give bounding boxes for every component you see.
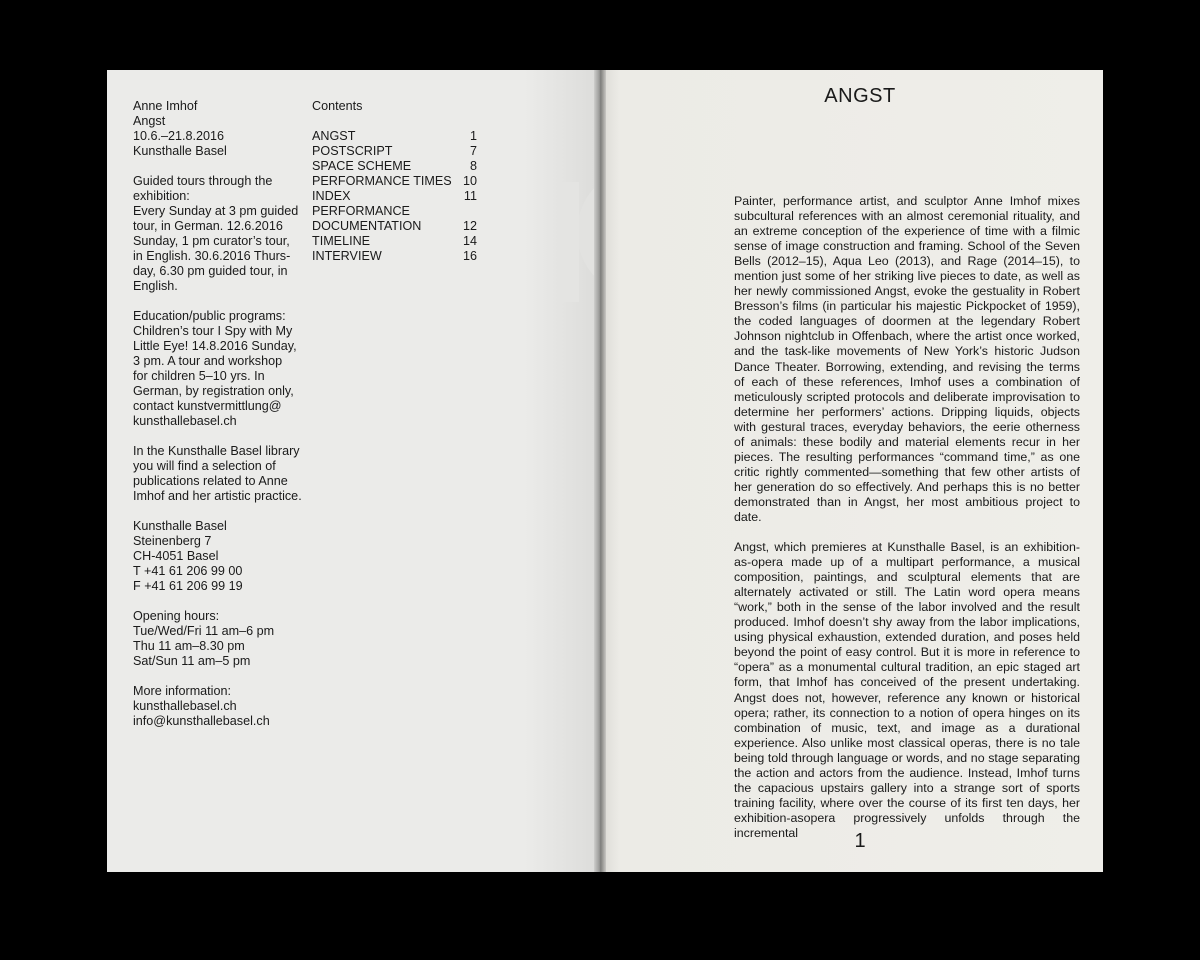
toc-entry: [312, 129, 477, 144]
info-line: Sunday, 1 pm curator’s tour,: [133, 234, 290, 248]
essay-body: [734, 194, 1080, 856]
info-line: More information:: [133, 684, 231, 698]
toc-entry-title: PERFORMANCE TIMES: [312, 174, 452, 188]
toc-entry: [312, 159, 477, 174]
info-line: Anne Imhof: [133, 99, 198, 113]
left-page: [107, 70, 599, 872]
toc-entry-page: 10: [462, 174, 477, 188]
info-block-guided-tours: [133, 174, 308, 294]
table-of-contents: [312, 99, 477, 264]
info-block-education: [133, 309, 308, 429]
toc-entry-title: INTERVIEW: [312, 249, 382, 263]
info-line: 10.6.–21.8.2016: [133, 129, 225, 143]
info-line: Angst: [133, 114, 166, 128]
toc-entry-title: [312, 204, 421, 234]
info-line: info@kunsthallebasel.ch: [133, 714, 270, 728]
info-block-library: [133, 444, 308, 504]
info-line: for children 5–10 yrs. In: [133, 369, 265, 383]
info-line: Kunsthalle Basel: [133, 144, 227, 158]
toc-entry: [312, 234, 477, 249]
toc-entry: [312, 174, 477, 189]
toc-entry-page: 12: [462, 219, 477, 233]
info-line: German, by registration only,: [133, 384, 294, 398]
toc-entry-title: SPACE SCHEME: [312, 159, 412, 173]
contents-heading: Contents: [312, 99, 363, 113]
info-line: CH-4051 Basel: [133, 549, 219, 563]
info-line: Tue/Wed/Fri 11 am–6 pm: [133, 624, 275, 638]
page-number: 1: [854, 830, 866, 852]
toc-entry-page: 16: [462, 249, 477, 263]
toc-entry-title: TIMELINE: [312, 234, 371, 248]
toc-entry: [312, 204, 477, 234]
toc-entry-title-line: PERFORMANCE: [312, 204, 410, 218]
info-line: tour, in German. 12.6.2016: [133, 219, 283, 233]
info-line: Children’s tour I Spy with My: [133, 324, 293, 338]
info-block-more-information: [133, 684, 308, 729]
essay-paragraph: Painter, performance artist, and sculptor Anne Imhof mixes subcultural references with an almost ceremonial rituality, and an extreme conception of the experience of time with a filmic sense of image construction and framing. School of the Seven Bells (2012–15), Aqua Leo (2013), and Rage (2014–15), to mention just some of her striking live pieces to date, as well as her newly commissioned Angst, evoke the gestuality in Robert Bresson’s films (in particular his majestic Pickpocket of 1959), the coded languages of doormen at the legendary Robert Johnson nightclub in Offenbach, where the artist once worked, and the task-like movements of New York’s historic Judson Dance Theater. Borrowing, extending, and revising the terms of each of these references, Imhof uses a combination of meticulously scripted protocols and deliberate improvisation to determine her performers’ actions. Dripping liquids, objects with gestural traces, everyday behaviors, the eerie otherness of animals: these bodily and material elements recur in her pieces. The resulting performances “command time,” as one critic rightly commented—something that few other artists of her generation do so effectively. And perhaps this is no better demonstrated than in Angst, her most ambitious project to date.: [734, 194, 1080, 524]
toc-entry-page: 7: [469, 144, 477, 158]
info-line: Imhof and her artistic practice.: [133, 489, 302, 503]
info-line: 3 pm. A tour and workshop: [133, 354, 283, 368]
info-line: Every Sunday at 3 pm guided: [133, 204, 299, 218]
info-line: kunsthallebasel.ch: [133, 699, 237, 713]
info-block-exhibition: [133, 99, 308, 159]
essay-paragraph: Angst, which premieres at Kunsthalle Basel, is an exhibition-as-opera made up of a multipart performance, a musical composition, paintings, and sculptural elements that are alternately activated or still. The Latin word opera means “work,” both in the sense of the labor involved and the result produced. Imhof doesn’t shy away from the labor implications, using physical exhaustion, extended duration, and poses held beyond the point of easy control. But it is more in reference to “opera” as a monumental cultural tradition, an epic staged art form, that Imhof has conceived of the present undertaking. Angst does not, however, reference any known or historical opera; rather, its connection to a notion of opera hinges on its combination of music, text, and image as a durational experience. Also unlike most classical operas, there is no tale being told through language or words, and no stage separating the action and actors from the audience. Instead, Imhof turns the capacious upstairs gallery into a strange sort of sports training facility, where over the course of its first ten days, her exhibition-asopera progressively unfolds through the incremental: [734, 540, 1080, 840]
info-block-opening-hours: [133, 609, 308, 669]
info-line: Little Eye! 14.8.2016 Sunday,: [133, 339, 297, 353]
toc-entry: [312, 249, 477, 264]
info-line: T +41 61 206 99 00: [133, 564, 243, 578]
right-page: [599, 70, 1103, 872]
info-line: Steinenberg 7: [133, 534, 212, 548]
info-line: In the Kunsthalle Basel library: [133, 444, 300, 458]
info-line: Sat/Sun 11 am–5 pm: [133, 654, 251, 668]
toc-entry-title: INDEX: [312, 189, 351, 203]
info-line: Kunsthalle Basel: [133, 519, 227, 533]
page-title: ANGST: [824, 85, 896, 107]
toc-entry-page: 14: [462, 234, 477, 248]
info-line: Thu 11 am–8.30 pm: [133, 639, 245, 653]
info-line: Education/public programs:: [133, 309, 286, 323]
toc-entry-page: 8: [469, 159, 477, 173]
info-line: contact kunstvermittlung@: [133, 399, 282, 413]
exhibition-info-column: [133, 99, 308, 744]
info-line: kunsthallebasel.ch: [133, 414, 237, 428]
info-line: you will find a selection of: [133, 459, 276, 473]
toc-entry-title-line: DOCUMENTATION: [312, 219, 422, 233]
toc-entry-title: ANGST: [312, 129, 356, 143]
info-line: Opening hours:: [133, 609, 220, 623]
info-line: exhibition:: [133, 189, 190, 203]
info-line: English.: [133, 279, 178, 293]
info-block-address: [133, 519, 308, 594]
toc-entry-title: POSTSCRIPT: [312, 144, 393, 158]
info-line: in English. 30.6.2016 Thurs-: [133, 249, 291, 263]
info-line: F +41 61 206 99 19: [133, 579, 243, 593]
toc-entry-page: 11: [463, 189, 477, 203]
toc-entry: [312, 144, 477, 159]
info-line: Guided tours through the: [133, 174, 273, 188]
toc-entry-page: 1: [469, 129, 477, 143]
info-line: publications related to Anne: [133, 474, 288, 488]
spine-gutter: [594, 70, 606, 872]
toc-entry: [312, 189, 477, 204]
info-line: day, 6.30 pm guided tour, in: [133, 264, 288, 278]
